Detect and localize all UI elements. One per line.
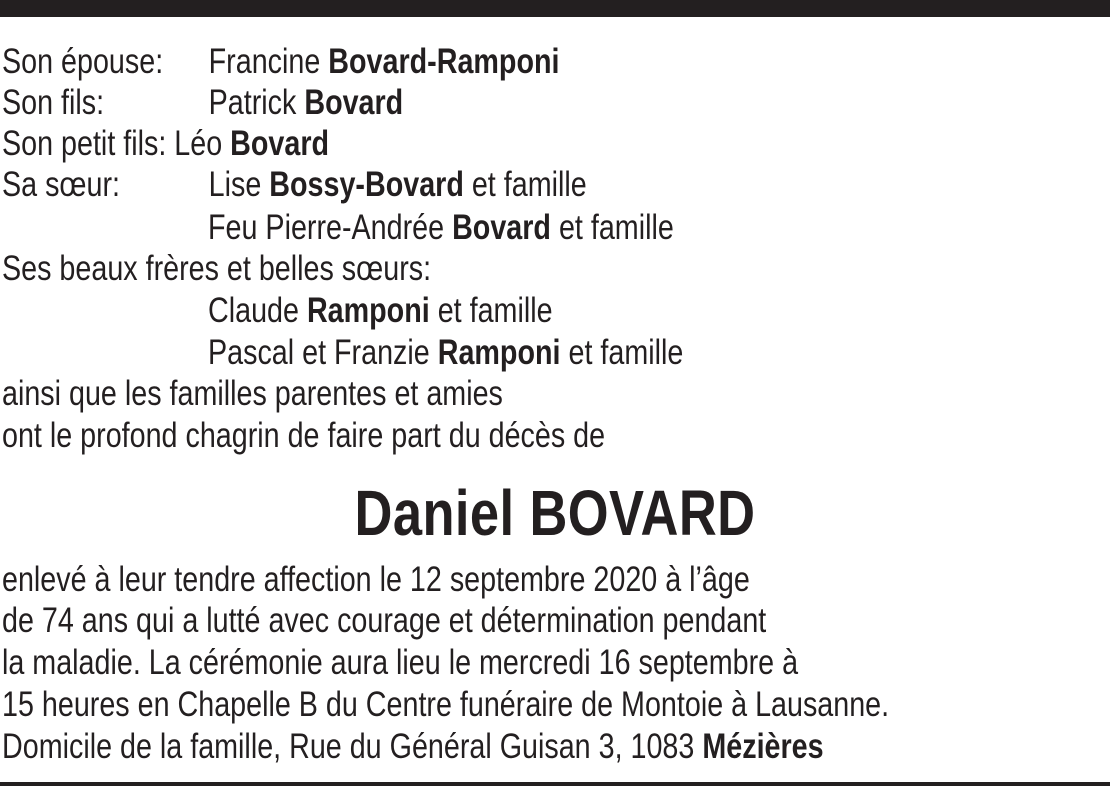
inlaw2-last: Ramponi: [437, 333, 561, 372]
sister-line: [2, 165, 587, 205]
inlaws-heading: Ses beaux frères et belles sœurs:: [2, 249, 432, 288]
bottom-rule: [0, 782, 1110, 786]
inlaw1-suffix: et famille: [437, 291, 553, 330]
intro-line-1: ainsi que les familles parentes et amies: [2, 374, 503, 413]
sister-label: Sa sœur:: [2, 165, 121, 204]
details-line-1: enlevé à leur tendre affection le 12 septembre 2020 à l’âge: [2, 560, 750, 599]
inlaw2-suffix: et famille: [568, 333, 684, 372]
sister-suffix: et famille: [471, 165, 587, 204]
brother-first: Feu Pierre-Andrée: [208, 208, 445, 247]
son-label: Son fils:: [2, 83, 105, 122]
inlaw1-first: Claude: [208, 291, 299, 330]
spouse-last: Bovard-Ramponi: [328, 42, 560, 81]
deceased-name: Daniel BOVARD: [354, 477, 756, 549]
brother-suffix: et famille: [558, 208, 674, 247]
grandson-label: Son petit fils:: [2, 124, 167, 163]
inlaw1-line: [208, 291, 553, 331]
son-first: Patrick: [208, 83, 297, 122]
spouse-line: [2, 42, 559, 82]
sister-last: Bossy-Bovard: [269, 165, 464, 204]
grandson-line: [2, 124, 329, 164]
spouse-label: Son épouse:: [2, 42, 164, 81]
inlaw1-last: Ramponi: [306, 291, 430, 330]
details-line-3: la maladie. La cérémonie aura lieu le mercredi 16 septembre à: [2, 643, 799, 682]
brother-line: [208, 208, 674, 248]
son-last: Bovard: [304, 83, 404, 122]
inlaw2-line: [208, 333, 683, 373]
intro-line-2: ont le profond chagrin de faire part du décès de: [2, 416, 606, 455]
grandson-last: Bovard: [230, 124, 330, 163]
brother-last: Bovard: [452, 208, 551, 247]
inlaw2-first: Pascal et Franzie: [208, 333, 430, 372]
grandson-first: Léo: [174, 124, 223, 163]
details-line-4: 15 heures en Chapelle B du Centre funéraire de Montoie à Lausanne.: [2, 685, 890, 724]
son-line: [2, 83, 403, 123]
details-line-5: [2, 727, 824, 767]
top-rule: [0, 0, 1110, 17]
sister-first: Lise: [208, 165, 262, 204]
spouse-first: Francine: [208, 42, 321, 81]
details-line-2: de 74 ans qui a lutté avec courage et détermination pendant: [2, 601, 767, 640]
address-town: Mézières: [702, 727, 824, 766]
address-text: Domicile de la famille, Rue du Général Guisan 3, 1083: [2, 727, 695, 766]
